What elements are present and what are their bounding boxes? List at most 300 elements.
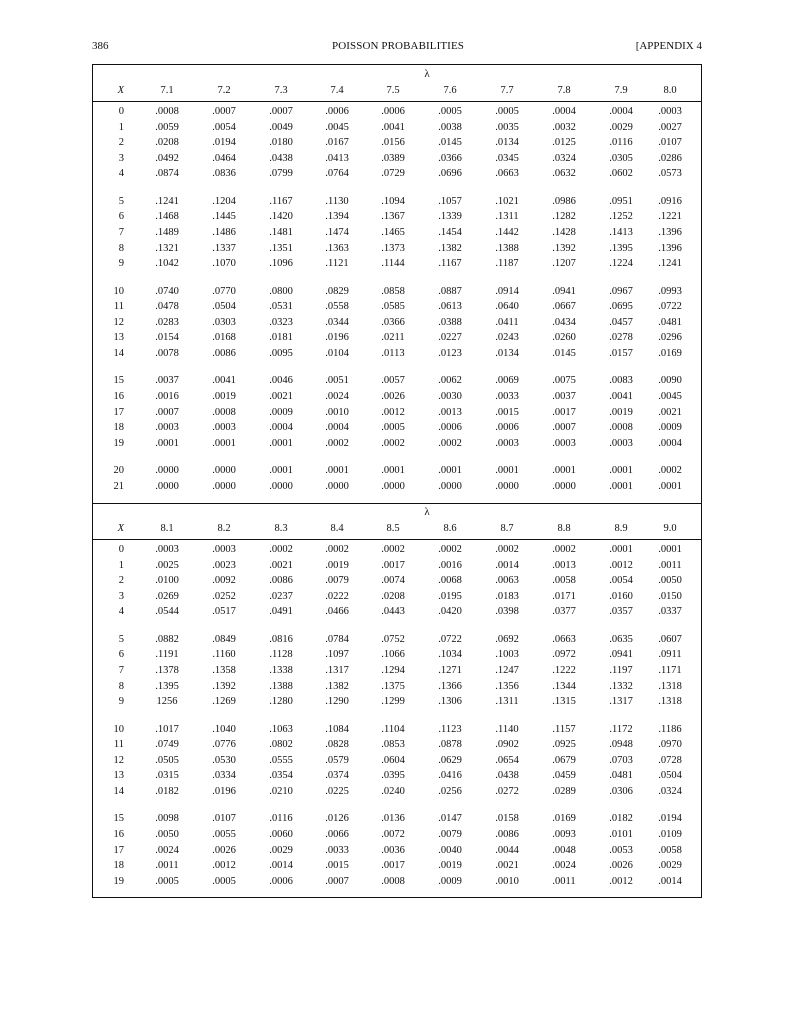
- x-value: 6: [118, 211, 124, 223]
- page-number: 386: [92, 40, 109, 52]
- probability-cell: .0729: [381, 168, 405, 180]
- probability-cell: .0001: [438, 465, 462, 477]
- probability-cell: .0010: [325, 406, 349, 418]
- probability-cell: .0911: [658, 649, 682, 661]
- probability-cell: .0154: [155, 332, 179, 344]
- probability-cell: .0086: [269, 575, 293, 587]
- probability-cell: .0066: [325, 829, 349, 840]
- lambda-column-header: 9.0: [663, 523, 677, 534]
- probability-cell: .0902: [495, 739, 519, 751]
- probability-cell: .0002: [381, 544, 405, 555]
- x-value: 8: [118, 680, 124, 692]
- lambda-column-header: 8.6: [443, 523, 457, 534]
- probability-cell: .0194: [658, 813, 682, 825]
- probability-cell: .1191: [155, 649, 179, 661]
- probability-cell: .0640: [495, 301, 519, 313]
- probability-cell: .1373: [381, 242, 405, 254]
- probability-cell: .0072: [381, 829, 405, 840]
- lambda-column-header: 8.3: [274, 523, 288, 534]
- probability-cell: .0093: [552, 829, 576, 840]
- x-value: 10: [113, 723, 124, 735]
- probability-cell: .0005: [495, 106, 519, 117]
- probability-cell: .1474: [325, 227, 349, 238]
- probability-cell: .0629: [438, 754, 462, 766]
- probability-cell: .0001: [495, 465, 519, 477]
- probability-cell: .0925: [552, 739, 576, 751]
- probability-cell: .0504: [658, 770, 682, 782]
- probability-cell: .1224: [609, 258, 633, 270]
- probability-cell: .0354: [269, 770, 293, 782]
- probability-cell: .0086: [212, 348, 236, 359]
- probability-cell: .0663: [495, 168, 519, 180]
- probability-cell: .1339: [438, 211, 462, 223]
- probability-cell: .1420: [269, 211, 293, 223]
- probability-cell: .0017: [381, 559, 405, 571]
- probability-cell: .0145: [438, 137, 462, 149]
- probability-cell: .0107: [212, 813, 236, 825]
- probability-cell: .0604: [381, 754, 405, 766]
- x-value: 9: [118, 258, 124, 270]
- probability-cell: .0970: [658, 739, 682, 751]
- probability-cell: .0434: [552, 316, 576, 328]
- probability-cell: .0948: [609, 739, 633, 751]
- probability-cell: .0016: [438, 559, 462, 571]
- probability-cell: .0045: [325, 121, 349, 133]
- probability-cell: .0014: [658, 875, 682, 887]
- x-value: 8: [118, 242, 124, 254]
- probability-cell: .0002: [325, 437, 349, 449]
- probability-cell: .1468: [155, 211, 179, 223]
- probability-cell: .0003: [212, 544, 236, 555]
- probability-cell: .0160: [609, 590, 633, 602]
- probability-cell: .0882: [155, 633, 179, 645]
- probability-cell: .0722: [658, 301, 682, 313]
- lambda-column-header: 7.8: [557, 85, 571, 96]
- probability-cell: .0679: [552, 754, 576, 766]
- probability-cell: .0002: [658, 465, 682, 477]
- lambda-column-header: 8.9: [614, 523, 628, 534]
- probability-cell: .1382: [325, 680, 349, 692]
- x-value: 19: [113, 875, 124, 887]
- probability-cell: .0951: [609, 195, 633, 207]
- probability-cell: .0015: [325, 860, 349, 872]
- probability-cell: .0001: [269, 465, 293, 477]
- probability-cell: .0398: [495, 606, 519, 618]
- probability-cell: .0874: [155, 168, 179, 180]
- probability-cell: .0008: [609, 422, 633, 434]
- probability-cell: .0000: [381, 480, 405, 492]
- probability-cell: .1428: [552, 227, 576, 238]
- probability-cell: .0003: [552, 437, 576, 449]
- probability-cell: .0237: [269, 590, 293, 602]
- probability-cell: .1489: [155, 227, 179, 238]
- probability-cell: .0252: [212, 590, 236, 602]
- probability-cell: .0504: [212, 301, 236, 313]
- probability-cell: .1311: [495, 696, 519, 708]
- probability-cell: .0075: [552, 375, 576, 387]
- probability-cell: .0002: [438, 544, 462, 555]
- probability-cell: .0306: [609, 786, 633, 797]
- probability-cell: .0158: [495, 813, 519, 825]
- probability-cell: .0374: [325, 770, 349, 782]
- probability-cell: .1351: [269, 242, 293, 254]
- probability-cell: .0183: [495, 590, 519, 602]
- probability-cell: .1167: [269, 195, 293, 207]
- probability-cell: .0035: [495, 121, 519, 133]
- probability-cell: .0053: [609, 844, 633, 856]
- probability-cell: .0007: [269, 106, 293, 117]
- header-rule: [93, 539, 701, 540]
- probability-cell: .0041: [609, 391, 633, 402]
- page-title: POISSON PROBABILITIES: [332, 40, 464, 52]
- probability-cell: 1256: [156, 696, 178, 708]
- probability-cell: .0887: [438, 285, 462, 297]
- probability-cell: .0195: [438, 590, 462, 602]
- x-value: 12: [113, 754, 124, 766]
- probability-cell: .0466: [325, 606, 349, 618]
- probability-cell: .1318: [658, 696, 682, 708]
- x-value: 14: [113, 786, 124, 797]
- probability-cell: .0150: [658, 590, 682, 602]
- probability-cell: .0000: [438, 480, 462, 492]
- probability-cell: .0049: [269, 121, 293, 133]
- probability-cell: .0021: [269, 559, 293, 571]
- probability-cell: .0345: [495, 152, 519, 164]
- probability-cell: .0171: [552, 590, 576, 602]
- probability-cell: .0784: [325, 633, 349, 645]
- probability-cell: .0169: [658, 348, 682, 359]
- probability-cell: .0013: [438, 406, 462, 418]
- probability-cell: .0182: [609, 813, 633, 825]
- probability-cell: .0324: [552, 152, 576, 164]
- x-value: 20: [113, 465, 124, 477]
- probability-cell: .0101: [609, 829, 633, 840]
- probability-cell: .1241: [155, 195, 179, 207]
- probability-cell: .0074: [381, 575, 405, 587]
- probability-cell: .1318: [658, 680, 682, 692]
- probability-cell: .0024: [155, 844, 179, 856]
- probability-cell: .0004: [269, 422, 293, 434]
- probability-cell: .1358: [212, 665, 236, 676]
- x-value: 0: [118, 544, 124, 555]
- probability-cell: .0003: [658, 106, 682, 117]
- probability-cell: .0001: [212, 437, 236, 449]
- probability-cell: .0828: [325, 739, 349, 751]
- probability-cell: .0800: [269, 285, 293, 297]
- probability-cell: .1317: [325, 665, 349, 676]
- probability-cell: .0816: [269, 633, 293, 645]
- probability-cell: .1121: [325, 258, 349, 270]
- probability-cell: .0002: [495, 544, 519, 555]
- probability-cell: .0377: [552, 606, 576, 618]
- probability-cell: .0002: [438, 437, 462, 449]
- probability-cell: .1172: [609, 723, 633, 735]
- probability-cell: .0941: [609, 649, 633, 661]
- probability-cell: .0095: [269, 348, 293, 359]
- probability-cell: .0009: [269, 406, 293, 418]
- probability-cell: .0026: [609, 860, 633, 872]
- probability-cell: .1388: [495, 242, 519, 254]
- probability-cell: .0057: [381, 375, 405, 387]
- x-column-header: X: [117, 85, 124, 96]
- probability-cell: .0914: [495, 285, 519, 297]
- probability-cell: .0703: [609, 754, 633, 766]
- probability-cell: .0210: [269, 786, 293, 797]
- probability-cell: .0000: [155, 465, 179, 477]
- probability-cell: .0196: [325, 332, 349, 344]
- probability-cell: .0799: [269, 168, 293, 180]
- probability-cell: .0037: [155, 375, 179, 387]
- x-value: 7: [118, 665, 124, 676]
- probability-cell: .0491: [269, 606, 293, 618]
- x-value: 3: [118, 590, 124, 602]
- probability-cell: .0222: [325, 590, 349, 602]
- probability-cell: .1317: [609, 696, 633, 708]
- probability-cell: .0113: [381, 348, 405, 359]
- section-divider: [93, 503, 701, 504]
- probability-cell: .0003: [155, 544, 179, 555]
- probability-cell: .0696: [438, 168, 462, 180]
- x-value: 9: [118, 696, 124, 708]
- probability-cell: .0033: [325, 844, 349, 856]
- probability-cell: .0283: [155, 316, 179, 328]
- probability-cell: .0517: [212, 606, 236, 618]
- probability-cell: .0269: [155, 590, 179, 602]
- probability-cell: .0002: [269, 544, 293, 555]
- probability-cell: .0001: [609, 544, 633, 555]
- probability-cell: .0116: [609, 137, 633, 149]
- probability-cell: .0023: [212, 559, 236, 571]
- probability-cell: .0728: [658, 754, 682, 766]
- probability-cell: .0038: [438, 121, 462, 133]
- probability-cell: .1157: [552, 723, 576, 735]
- probability-cell: .0002: [552, 544, 576, 555]
- probability-cell: .0749: [155, 739, 179, 751]
- probability-cell: .1040: [212, 723, 236, 735]
- probability-cell: .0123: [438, 348, 462, 359]
- probability-cell: .1017: [155, 723, 179, 735]
- lambda-column-header: 8.7: [500, 523, 514, 534]
- probability-cell: .0438: [495, 770, 519, 782]
- probability-cell: .0389: [381, 152, 405, 164]
- probability-cell: .1207: [552, 258, 576, 270]
- probability-cell: .0019: [609, 406, 633, 418]
- probability-cell: .1084: [325, 723, 349, 735]
- probability-cell: .0059: [155, 121, 179, 133]
- x-value: 4: [118, 606, 124, 618]
- probability-cell: .0134: [495, 137, 519, 149]
- probability-cell: .0011: [658, 559, 682, 571]
- probability-cell: .0002: [325, 544, 349, 555]
- probability-cell: .0083: [609, 375, 633, 387]
- probability-cell: .1306: [438, 696, 462, 708]
- probability-cell: .0007: [212, 106, 236, 117]
- probability-cell: .0026: [381, 391, 405, 402]
- probability-cell: .0069: [495, 375, 519, 387]
- probability-cell: .0579: [325, 754, 349, 766]
- probability-cell: .0029: [269, 844, 293, 856]
- probability-cell: .0008: [155, 106, 179, 117]
- x-value: 16: [113, 829, 124, 840]
- probability-cell: .0208: [381, 590, 405, 602]
- probability-cell: .1337: [212, 242, 236, 254]
- probability-cell: .0243: [495, 332, 519, 344]
- page-header: [92, 40, 704, 54]
- probability-cell: .0225: [325, 786, 349, 797]
- x-value: 14: [113, 348, 124, 359]
- probability-cell: .0021: [658, 406, 682, 418]
- probability-cell: .0019: [212, 391, 236, 402]
- probability-cell: .1241: [658, 258, 682, 270]
- probability-cell: .0558: [325, 301, 349, 313]
- probability-cell: .0004: [552, 106, 576, 117]
- probability-cell: .0092: [212, 575, 236, 587]
- probability-cell: .0044: [495, 844, 519, 856]
- probability-cell: .1367: [381, 211, 405, 223]
- probability-cell: .1299: [381, 696, 405, 708]
- probability-cell: .0194: [212, 137, 236, 149]
- x-value: 19: [113, 437, 124, 449]
- probability-cell: .1221: [658, 211, 682, 223]
- x-value: 17: [113, 844, 124, 856]
- probability-cell: .1378: [155, 665, 179, 676]
- probability-cell: .1413: [609, 227, 633, 238]
- probability-cell: .0001: [269, 437, 293, 449]
- probability-cell: .0366: [438, 152, 462, 164]
- probability-cell: .0663: [552, 633, 576, 645]
- probability-cell: .1021: [495, 195, 519, 207]
- x-value: 4: [118, 168, 124, 180]
- probability-cell: .0366: [381, 316, 405, 328]
- probability-cell: .0060: [269, 829, 293, 840]
- probability-cell: .0008: [381, 875, 405, 887]
- lambda-column-header: 8.2: [217, 523, 231, 534]
- probability-cell: .0169: [552, 813, 576, 825]
- probability-cell: .0420: [438, 606, 462, 618]
- probability-cell: .0006: [325, 106, 349, 117]
- probability-cell: .0006: [495, 422, 519, 434]
- probability-cell: .1338: [269, 665, 293, 676]
- x-value: 18: [113, 422, 124, 434]
- probability-cell: .0079: [438, 829, 462, 840]
- probability-cell: .1171: [658, 665, 682, 676]
- probability-cell: .0001: [658, 480, 682, 492]
- probability-cell: .1057: [438, 195, 462, 207]
- probability-cell: .0024: [552, 860, 576, 872]
- probability-cell: .0054: [609, 575, 633, 587]
- probability-cell: .0286: [658, 152, 682, 164]
- probability-cell: .0014: [495, 559, 519, 571]
- probability-cell: .1280: [269, 696, 293, 708]
- probability-cell: .1445: [212, 211, 236, 223]
- probability-cell: .0107: [658, 137, 682, 149]
- probability-cell: .1486: [212, 227, 236, 238]
- probability-cell: .0776: [212, 739, 236, 751]
- probability-cell: .0041: [212, 375, 236, 387]
- probability-cell: .0208: [155, 137, 179, 149]
- probability-cell: .0003: [609, 437, 633, 449]
- probability-cell: .0007: [155, 406, 179, 418]
- probability-cell: .0012: [212, 860, 236, 872]
- probability-cell: .0004: [325, 422, 349, 434]
- probability-cell: .0481: [609, 770, 633, 782]
- lambda-column-header: 8.1: [160, 523, 174, 534]
- probability-cell: .0632: [552, 168, 576, 180]
- probability-cell: .0005: [381, 422, 405, 434]
- probability-cell: .0654: [495, 754, 519, 766]
- lambda-column-header: 7.9: [614, 85, 628, 96]
- probability-cell: .0003: [155, 422, 179, 434]
- probability-cell: .1222: [552, 665, 576, 676]
- probability-cell: .0001: [381, 465, 405, 477]
- probability-cell: .0029: [658, 860, 682, 872]
- probability-cell: .0227: [438, 332, 462, 344]
- probability-cell: .1247: [495, 665, 519, 676]
- probability-cell: .0136: [381, 813, 405, 825]
- probability-cell: .1096: [269, 258, 293, 270]
- probability-cell: .1034: [438, 649, 462, 661]
- appendix-label: [APPENDIX 4: [635, 40, 702, 52]
- probability-cell: .0613: [438, 301, 462, 313]
- probability-cell: .0054: [212, 121, 236, 133]
- probability-cell: .0181: [269, 332, 293, 344]
- probability-cell: .0478: [155, 301, 179, 313]
- probability-cell: .0021: [269, 391, 293, 402]
- probability-cell: .0695: [609, 301, 633, 313]
- probability-cell: .0941: [552, 285, 576, 297]
- probability-cell: .0607: [658, 633, 682, 645]
- probability-cell: .1392: [212, 680, 236, 692]
- probability-cell: .0211: [381, 332, 405, 344]
- probability-cell: .0000: [495, 480, 519, 492]
- probability-cell: .0027: [658, 121, 682, 133]
- probability-cell: .1366: [438, 680, 462, 692]
- probability-cell: .0555: [269, 754, 293, 766]
- probability-cell: .0021: [495, 860, 519, 872]
- probability-cell: .1197: [609, 665, 633, 676]
- probability-cell: .0109: [658, 829, 682, 840]
- probability-cell: .1344: [552, 680, 576, 692]
- lambda-symbol: λ: [424, 68, 430, 80]
- probability-cell: .0005: [438, 106, 462, 117]
- probability-cell: .0692: [495, 633, 519, 645]
- probability-cell: .0017: [381, 860, 405, 872]
- probability-cell: .0764: [325, 168, 349, 180]
- probability-cell: .0802: [269, 739, 293, 751]
- probability-cell: .1396: [658, 242, 682, 254]
- probability-cell: .0024: [325, 391, 349, 402]
- probability-cell: .1271: [438, 665, 462, 676]
- probability-cell: .0530: [212, 754, 236, 766]
- probability-cell: .1356: [495, 680, 519, 692]
- probability-cell: .0000: [212, 465, 236, 477]
- probability-cell: .0182: [155, 786, 179, 797]
- probability-cell: .0878: [438, 739, 462, 751]
- probability-cell: .0001: [609, 465, 633, 477]
- x-value: 15: [113, 375, 124, 387]
- probability-cell: .0008: [212, 406, 236, 418]
- probability-cell: .0068: [438, 575, 462, 587]
- poisson-probability-table: [92, 64, 702, 898]
- x-value: 2: [118, 575, 124, 587]
- probability-cell: .1252: [609, 211, 633, 223]
- probability-cell: .0000: [212, 480, 236, 492]
- probability-cell: .0916: [658, 195, 682, 207]
- probability-cell: .0000: [269, 480, 293, 492]
- probability-cell: .1382: [438, 242, 462, 254]
- x-value: 5: [118, 195, 124, 207]
- probability-cell: .0315: [155, 770, 179, 782]
